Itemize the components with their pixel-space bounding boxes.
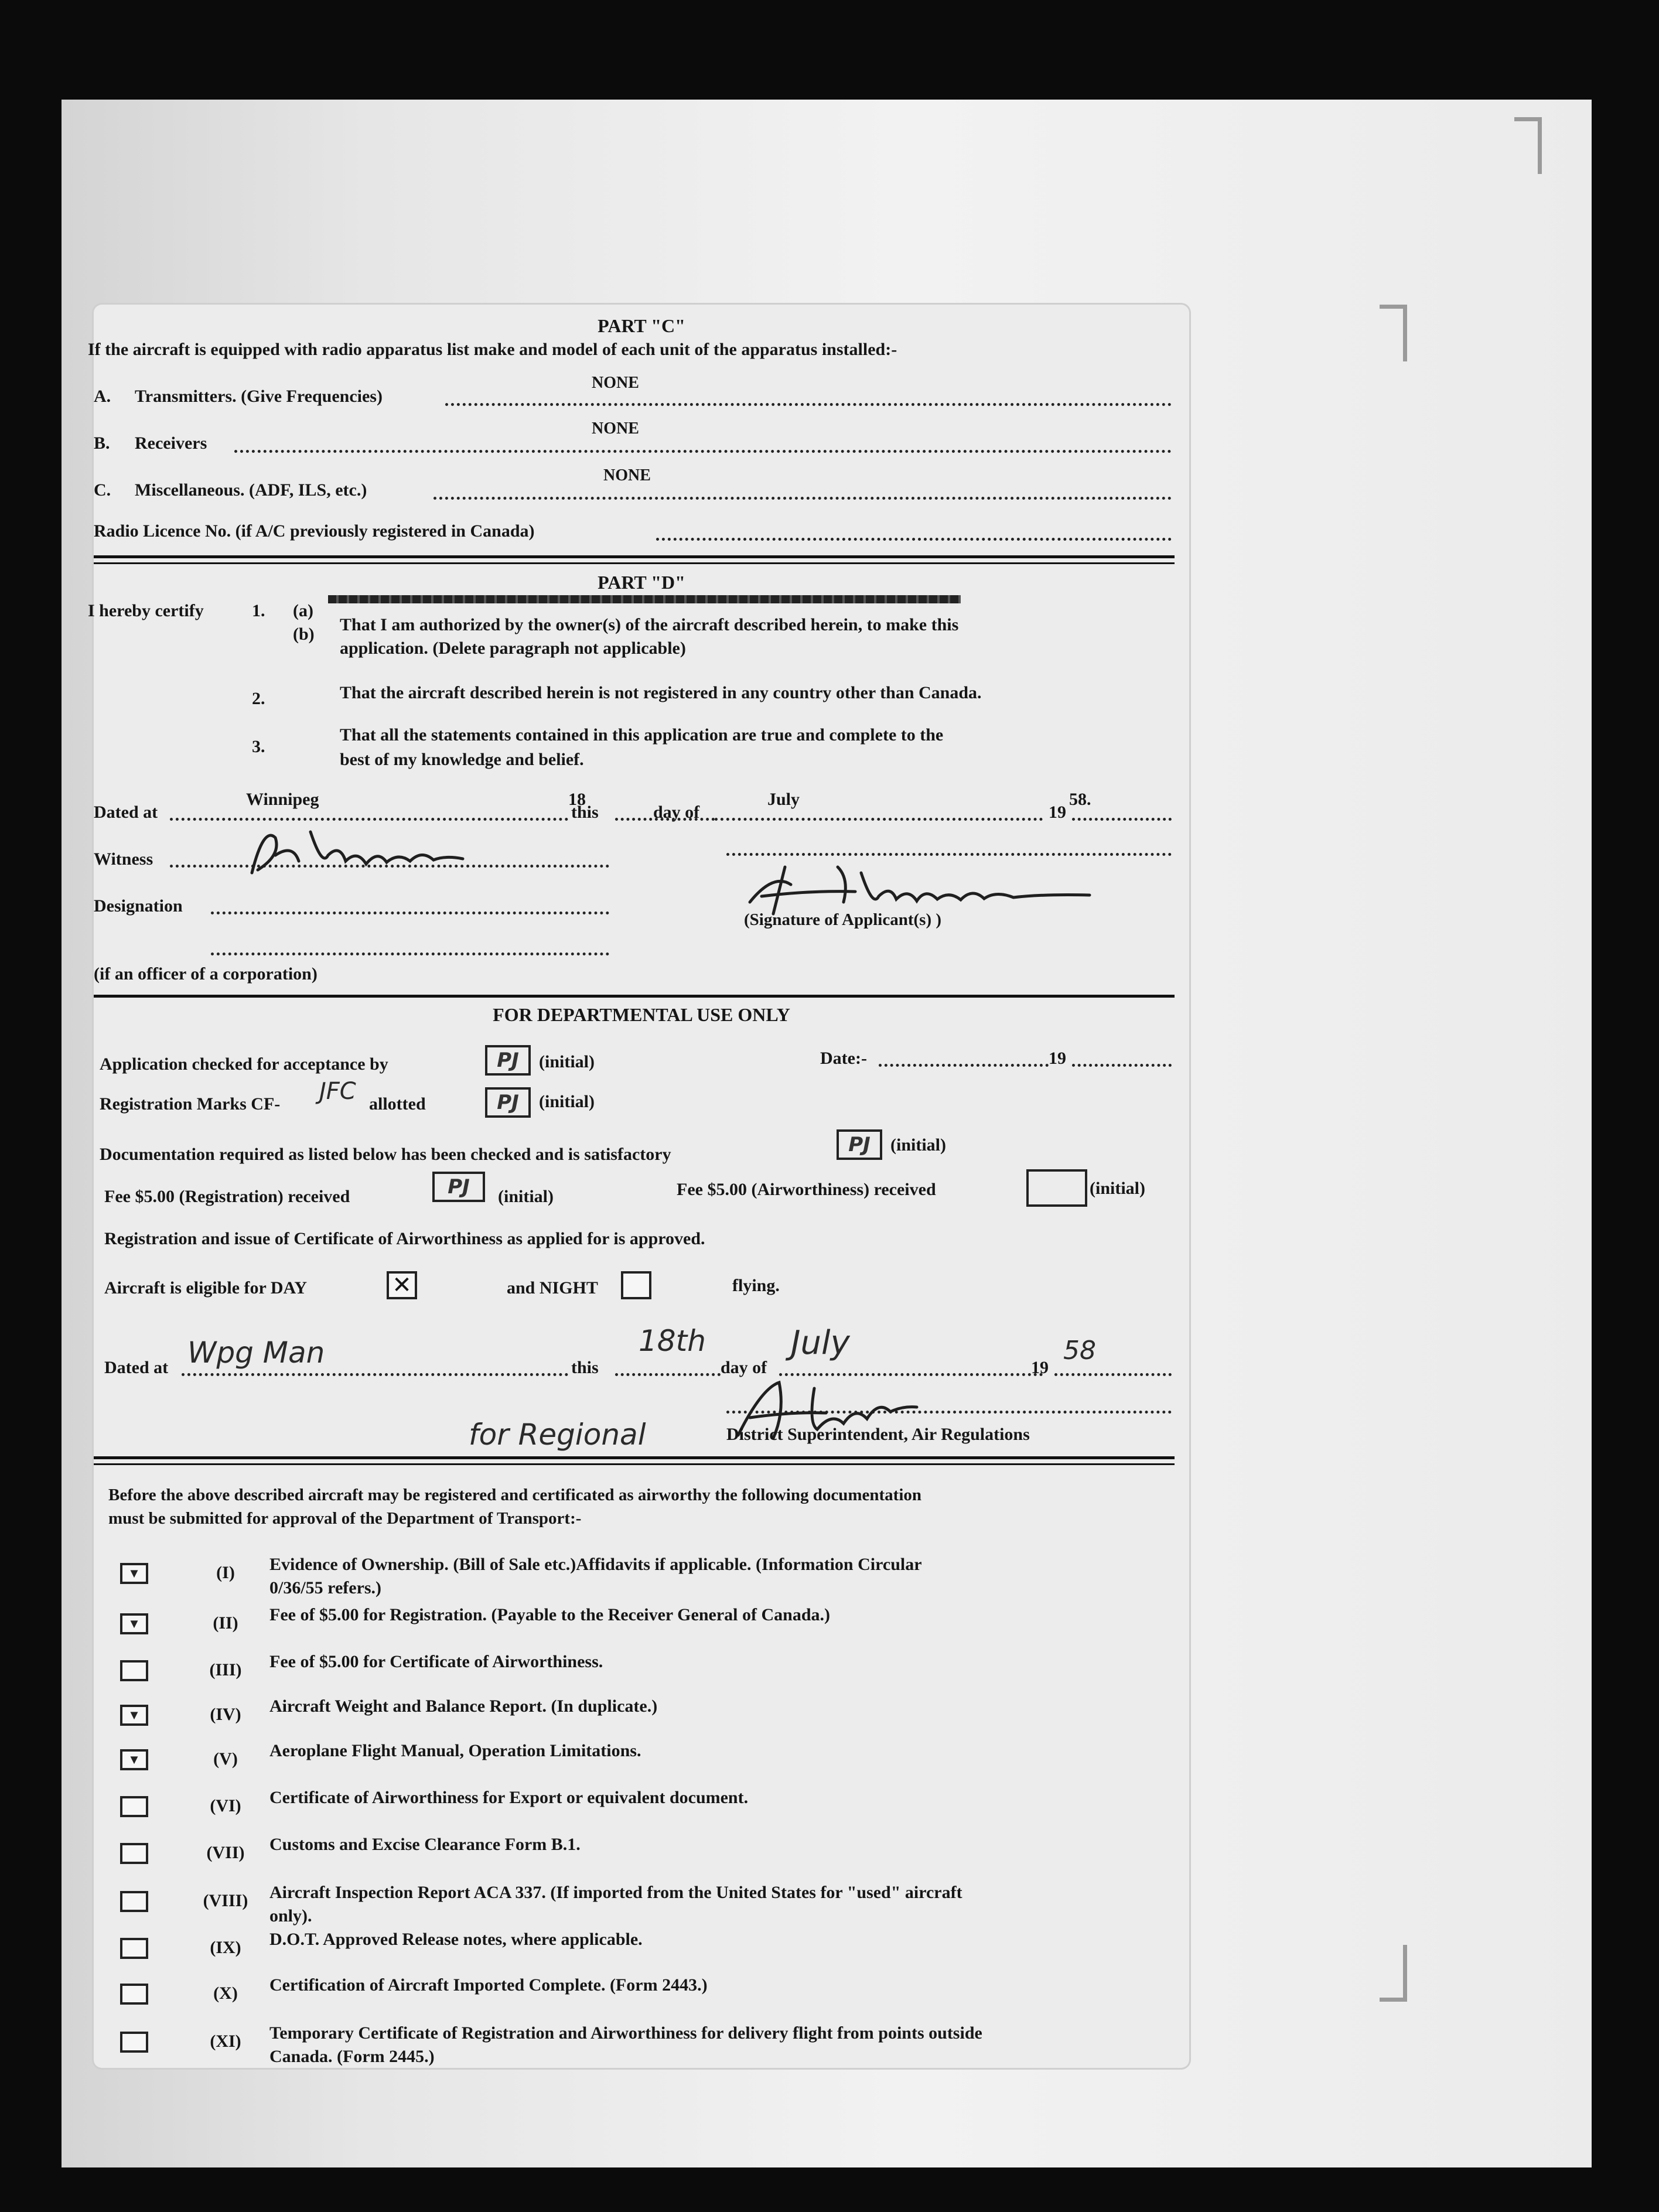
day-of-label: day of (653, 803, 700, 822)
signer-prefix: for Regional (469, 1418, 646, 1452)
transmitters-line (445, 403, 1172, 406)
documentation-item-checkbox[interactable] (120, 1749, 148, 1770)
documentation-item-text: D.O.T. Approved Release notes, where applicable. (269, 1930, 643, 1949)
documentation-item-text: Fee of $5.00 for Registration. (Payable to the Receiver General of Canada.) (269, 1605, 830, 1624)
section-divider (94, 562, 1175, 564)
documentation-item-text: Aircraft Weight and Balance Report. (In duplicate.) (269, 1696, 658, 1716)
dept-day-value: 18th (639, 1324, 706, 1358)
item-3-text-cont: best of my knowledge and belief. (340, 750, 584, 769)
documentation-item-text: Aeroplane Flight Manual, Operation Limitations. (269, 1741, 641, 1760)
documentation-item-text-cont: only). (269, 1906, 312, 1926)
documentation-item-text-cont: 0/36/55 refers.) (269, 1578, 382, 1597)
year-prefix: 19 (1049, 803, 1066, 822)
year-prefix: 19 (1031, 1358, 1049, 1377)
officer-label: (if an officer of a corporation) (94, 964, 318, 984)
documentation-item-number: (V) (213, 1749, 238, 1769)
documentation-item-checkbox[interactable] (120, 1563, 148, 1584)
marks-value: JFC (319, 1078, 356, 1105)
receivers-line (234, 450, 1172, 453)
this-label: this (571, 1358, 599, 1377)
fee-airworthiness-label: Fee $5.00 (Airworthiness) received (677, 1180, 936, 1199)
miscellaneous-value: NONE (603, 466, 651, 484)
documentation-item-checkbox[interactable] (120, 1613, 148, 1634)
documentation-item-number: (III) (209, 1660, 242, 1680)
certify-label: I hereby certify (88, 601, 204, 620)
date-line (879, 1064, 1049, 1067)
officer-line (211, 953, 609, 955)
documentation-item-text: Certification of Aircraft Imported Complete. (Form 2443.) (269, 1975, 708, 1995)
documentation-item-checkbox[interactable] (120, 1984, 148, 2005)
signature-caption: (Signature of Applicant(s) ) (744, 910, 942, 929)
initial-label: (initial) (539, 1052, 595, 1071)
marks-initial-box[interactable]: PJ (485, 1087, 531, 1118)
initial-label: (initial) (498, 1187, 554, 1206)
item-number: 3. (252, 737, 265, 756)
fee-registration-label: Fee $5.00 (Registration) received (104, 1187, 350, 1206)
dept-year-value: 58 (1063, 1336, 1096, 1366)
dept-dated-at-label: Dated at (104, 1358, 169, 1377)
part-c-row-letter: C. (94, 480, 111, 500)
struck-out-paragraph (328, 595, 961, 603)
documentation-initial-box[interactable]: PJ (837, 1129, 882, 1160)
part-c-row-letter: B. (94, 433, 110, 453)
documentation-item-checkbox[interactable] (120, 2032, 148, 2053)
month-value: July (767, 790, 800, 809)
initial-label: (initial) (890, 1135, 946, 1155)
year-line (1072, 818, 1172, 821)
year-value: 58. (1069, 790, 1091, 809)
day-checkbox[interactable]: ✕ (387, 1271, 417, 1299)
documentation-item-text: Fee of $5.00 for Certificate of Airworthiness. (269, 1652, 603, 1671)
item-3-text: That all the statements contained in this application are true and complete to the (340, 725, 944, 745)
dated-at-label: Dated at (94, 803, 158, 822)
documentation-item-checkbox[interactable] (120, 1891, 148, 1912)
fee-airworthiness-initial-box[interactable] (1026, 1169, 1087, 1207)
section-divider (94, 555, 1175, 558)
day-of-label: day of (721, 1358, 767, 1377)
documentation-intro: Before the above described aircraft may be registered and certificated as airworthy the following documentation (108, 1486, 922, 1504)
item-1b-text: That I am authorized by the owner(s) of the aircraft described herein, to make this (340, 615, 959, 634)
dept-month-value: July (791, 1324, 850, 1362)
item-number: 2. (252, 689, 265, 708)
date-year-line (1072, 1064, 1172, 1067)
witness-signature (240, 820, 533, 885)
documentation-item-number: (XI) (210, 2032, 241, 2051)
documentation-item-number: (VI) (210, 1796, 241, 1815)
checked-initial-box[interactable]: PJ (485, 1045, 531, 1076)
documentation-item-text: Temporary Certificate of Registration and Airworthiness for delivery flight from points outside (269, 2023, 982, 2043)
documentation-item-number: (IX) (210, 1938, 241, 1957)
miscellaneous-label: Miscellaneous. (ADF, ILS, etc.) (135, 480, 367, 500)
allotted-label: allotted (369, 1094, 426, 1114)
date-year-prefix: 19 (1049, 1049, 1066, 1068)
designation-label: Designation (94, 896, 183, 916)
initial-label: (initial) (539, 1092, 595, 1111)
transmitters-label: Transmitters. (Give Frequencies) (135, 387, 383, 406)
part-d-title: PART "D" (598, 572, 685, 593)
date-label: Date:- (820, 1049, 867, 1068)
documentation-item-text-cont: Canada. (Form 2445.) (269, 2047, 435, 2066)
documentation-item-number: (X) (213, 1984, 238, 2003)
receivers-label: Receivers (135, 433, 207, 453)
eligible-day-label: Aircraft is eligible for DAY (104, 1278, 308, 1298)
departmental-title: FOR DEPARTMENTAL USE ONLY (493, 1004, 790, 1025)
item-2-text: That the aircraft described herein is not registered in any country other than Canada. (340, 683, 982, 702)
item-1b-text-cont: application. (Delete paragraph not applicable) (340, 639, 686, 658)
part-c-intro: If the aircraft is equipped with radio apparatus list make and model of each unit of the apparatus installed:- (88, 340, 897, 359)
documentation-item-checkbox[interactable] (120, 1660, 148, 1681)
documentation-item-text: Evidence of Ownership. (Bill of Sale etc.)Affidavits if applicable. (Information Circular (269, 1555, 922, 1574)
documentation-checked-label: Documentation required as listed below has been checked and is satisfactory (100, 1145, 671, 1164)
documentation-item-number: (IV) (210, 1705, 241, 1724)
designation-line (211, 912, 609, 914)
documentation-item-number: (II) (213, 1613, 238, 1633)
corner-mark (1380, 305, 1407, 361)
dept-day-line (615, 1373, 721, 1376)
initial-label: (initial) (1090, 1179, 1145, 1198)
section-divider (94, 1463, 1175, 1465)
item-number: 1. (252, 601, 265, 620)
dept-dated-at-line (182, 1373, 568, 1376)
section-divider (94, 995, 1175, 998)
day-value: 18 (568, 790, 586, 809)
item-1b-label: (b) (293, 624, 315, 644)
documentation-item-number: (VIII) (203, 1891, 248, 1910)
dept-dated-at-place: Wpg Man (187, 1336, 325, 1370)
fee-registration-initial-box[interactable]: PJ (432, 1172, 485, 1202)
witness-label: Witness (94, 849, 153, 869)
documentation-item-text: Customs and Excise Clearance Form B.1. (269, 1835, 581, 1854)
transmitters-value: NONE (592, 374, 639, 392)
checked-label: Application checked for acceptance by (100, 1054, 388, 1074)
item-1a-label: (a) (293, 601, 313, 620)
this-label: this (571, 803, 599, 822)
documentation-item-number: (VII) (206, 1843, 245, 1862)
dept-year-line (1054, 1373, 1172, 1376)
night-checkbox[interactable] (621, 1271, 651, 1299)
application-form-page (88, 305, 1189, 2068)
dated-at-place: Winnipeg (246, 790, 319, 809)
radio-licence-label: Radio Licence No. (if A/C previously registered in Canada) (94, 521, 535, 541)
documentation-item-checkbox[interactable] (120, 1843, 148, 1864)
marks-label: Registration Marks CF- (100, 1094, 281, 1114)
approval-label: Registration and issue of Certificate of Airworthiness as applied for is approved. (104, 1229, 705, 1248)
corner-mark (1514, 117, 1542, 174)
radio-licence-line (656, 538, 1172, 541)
documentation-item-checkbox[interactable] (120, 1705, 148, 1726)
documentation-item-checkbox[interactable] (120, 1796, 148, 1817)
part-c-title: PART "C" (598, 315, 685, 336)
eligible-night-label: and NIGHT (507, 1278, 598, 1298)
documentation-intro-cont: must be submitted for approval of the Department of Transport:- (108, 1509, 582, 1528)
section-divider (94, 1456, 1175, 1459)
corner-mark (1380, 1945, 1407, 2002)
receivers-value: NONE (592, 419, 639, 438)
documentation-item-text: Certificate of Airworthiness for Export or equivalent document. (269, 1788, 749, 1807)
documentation-item-text: Aircraft Inspection Report ACA 337. (If imported from the United States for "used" aircraft (269, 1883, 962, 1902)
part-c-row-letter: A. (94, 387, 111, 406)
superintendent-title: District Superintendent, Air Regulations (726, 1425, 1030, 1444)
documentation-item-checkbox[interactable] (120, 1938, 148, 1959)
miscellaneous-line (433, 497, 1172, 500)
flying-label: flying. (732, 1276, 780, 1295)
documentation-item-number: (I) (216, 1563, 235, 1582)
month-line (715, 818, 1043, 821)
